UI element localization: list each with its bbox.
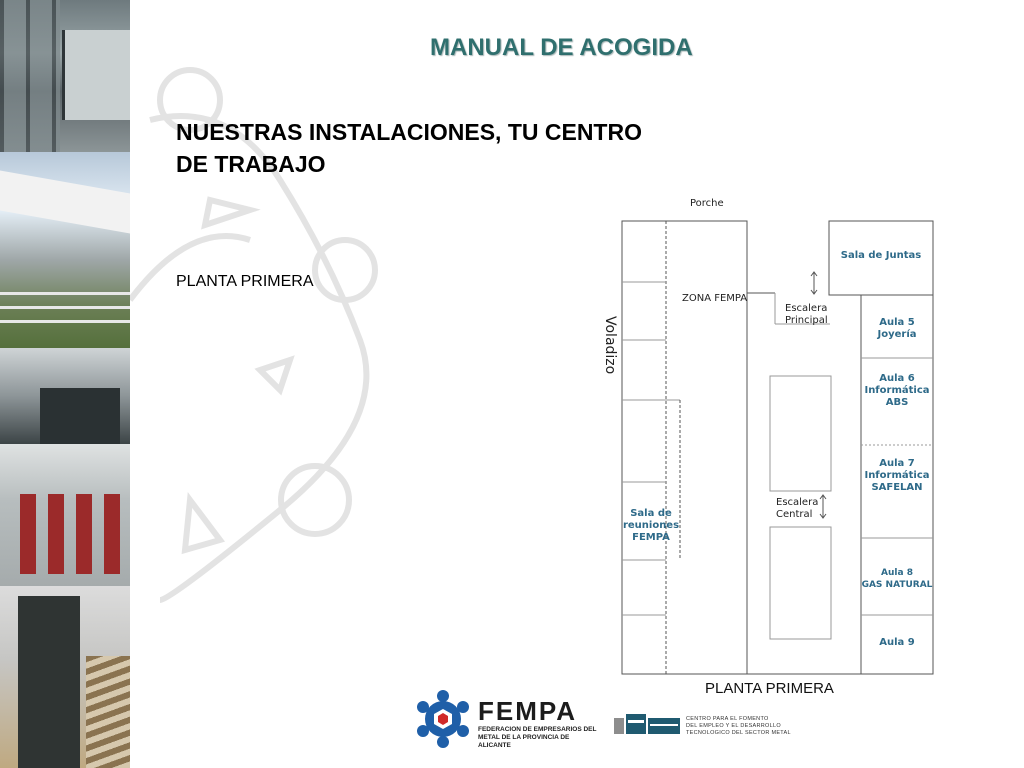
section-title [176, 116, 716, 180]
section-title-line2: DE TRABAJO [176, 151, 326, 177]
fempa-wordmark: FEMPA [478, 696, 578, 726]
floor-plan-drawing [590, 190, 950, 702]
stair-central-block-top [770, 376, 831, 491]
centro-subtitle: CENTRO PARA EL FOMENTO DEL EMPLEO Y EL DESARROLLO TECNOLOGICO DEL SECTOR METAL [686, 716, 791, 736]
building-photo-1 [0, 0, 130, 152]
section-title-line1: NUESTRAS INSTALACIONES, TU CENTRO [176, 119, 642, 145]
centro-emblem-icon [612, 712, 684, 736]
room-sala-juntas: Sala de Juntas [840, 250, 922, 261]
floor-plan [590, 190, 950, 702]
building-photo-2 [0, 152, 130, 348]
building-photo-3 [0, 348, 130, 444]
floor-subtitle: PLANTA PRIMERA [176, 273, 314, 290]
left-wing-outline [622, 221, 747, 674]
room-aula-5: Aula 5 Joyería [877, 317, 917, 340]
escalera-principal-label: Escalera Principal [785, 303, 828, 326]
photo-strip [0, 0, 130, 768]
page-header-title: MANUAL DE ACOGIDA [430, 34, 693, 61]
stair-central-block-bottom [770, 527, 831, 639]
fempa-subtitle: FEDERACION DE EMPRESARIOS DEL METAL DE LA PROVINCIA DE ALICANTE [478, 726, 597, 749]
fempa-emblem-icon [414, 690, 472, 748]
zona-fempa-label: ZONA FEMPA [682, 293, 748, 304]
room-aula-7: Aula 7 Informática SAFELAN [864, 458, 930, 493]
floor-plan-caption: PLANTA PRIMERA [705, 680, 834, 697]
voladizo-label: Voladizo [602, 316, 618, 375]
room-sala-reuniones: Sala de reuniones FEMPA [622, 508, 680, 543]
room-aula-8: Aula 8 GAS NATURAL [861, 568, 933, 590]
fempa-logo [410, 688, 600, 748]
workshop-photo [0, 444, 130, 586]
room-aula-9: Aula 9 [879, 637, 915, 648]
porche-label: Porche [690, 198, 724, 209]
room-aula-6: Aula 6 Informática ABS [864, 373, 930, 408]
interior-photo [0, 586, 130, 768]
centro-logo [612, 712, 792, 742]
escalera-central-label: Escalera Central [776, 497, 819, 520]
